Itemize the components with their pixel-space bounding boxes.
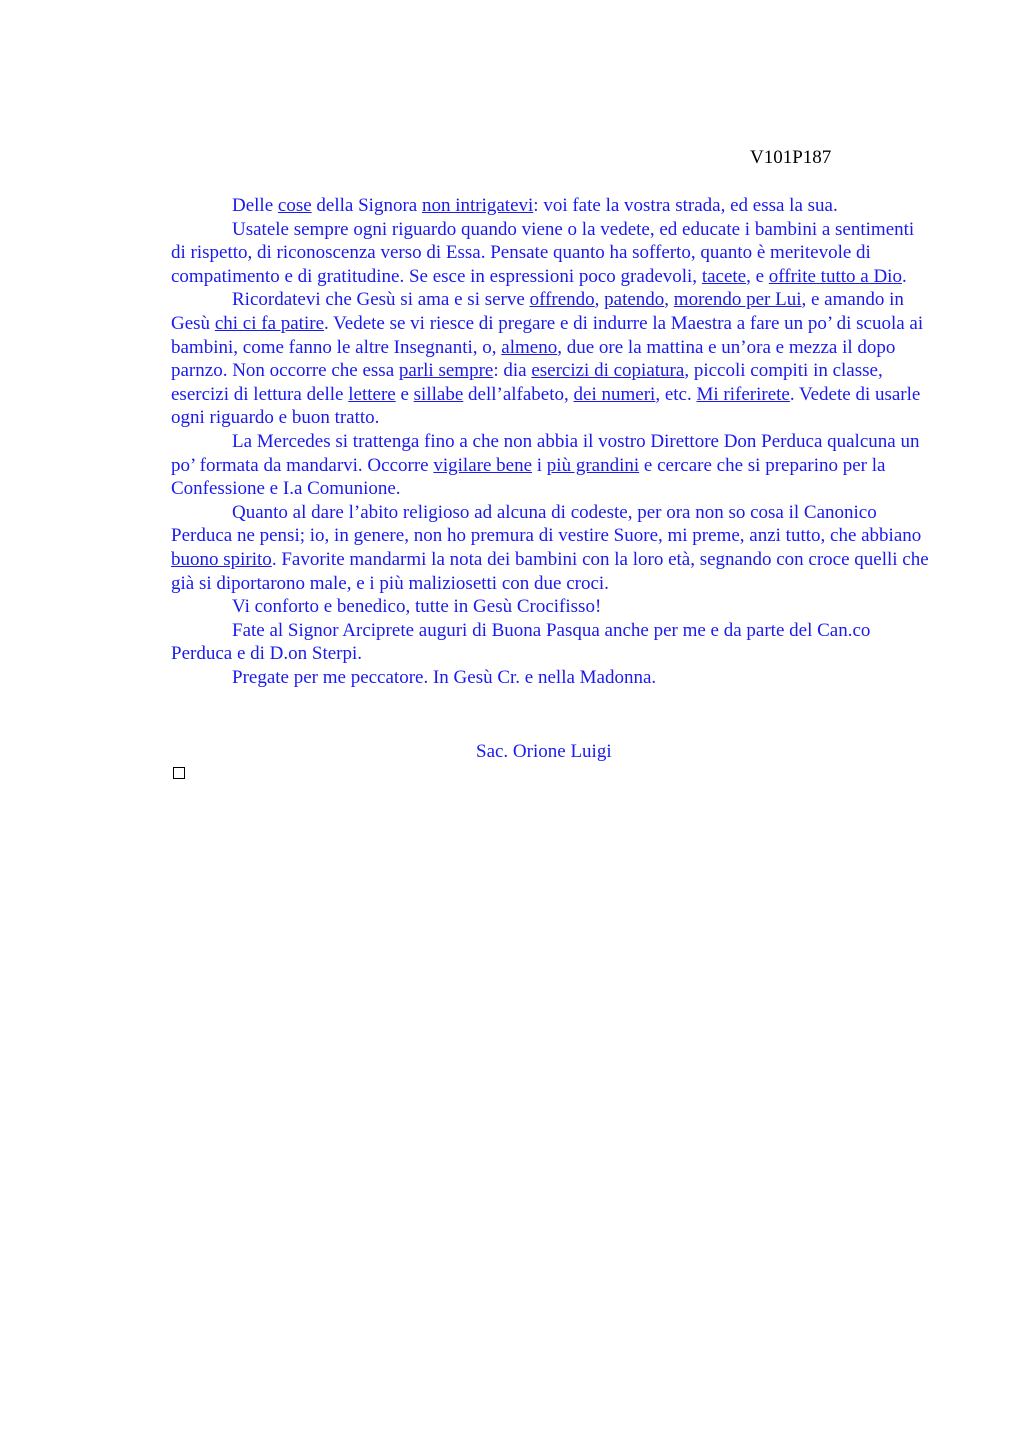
underlined-text: dei numeri — [573, 383, 656, 405]
letter-paragraph — [171, 501, 931, 595]
text-run: , piccoli compiti in classe, esercizi di lettura delle — [171, 360, 883, 405]
square-outline-icon — [173, 767, 185, 779]
text-run: Delle — [232, 195, 278, 216]
text-run: Usatele sempre ogni riguardo quando viene o la vedete, ed educate i bambini a sentimenti di rispetto, di riconoscenza verso di Essa. Pensate quanto ha sofferto, quanto è meritevole di compatimento e di gratitudine. Se esce in espressioni poco gradevoli, — [171, 218, 915, 287]
text-run: Quanto al dare l’abito religioso ad alcuna di codeste, per ora non so cosa il Canonico Perduca ne pensi; io, in genere, non ho premura di vestire Suore, mi preme, anzi tutto, che abbiano — [171, 501, 922, 547]
text-run: . Favorite mandarmi la nota dei bambini con la loro età, segnando con croce quelli che già si diportarono male, e i più maliziosetti con due croci. — [171, 548, 929, 594]
underlined-text: Mi riferirete — [696, 383, 790, 405]
letter-paragraph — [171, 595, 931, 619]
text-run: Vi conforto e benedico, tutte in Gesù Crocifisso! — [232, 596, 602, 618]
underlined-text: buono spirito — [171, 548, 272, 570]
signature: Sac. Orione Luigi — [476, 741, 612, 762]
underlined-text: tacete — [701, 265, 747, 287]
text-run: , due ore la mattina e un’ora e mezza il dopo parnzo. Non occorre che essa — [171, 336, 896, 382]
letter-paragraph — [171, 619, 931, 666]
text-run: , e amando in Gesù — [171, 289, 904, 334]
text-run: e cercare che si preparino per la Confessione e I.a Comunione. — [171, 454, 886, 500]
text-run: Fate al Signor Arciprete auguri di Buona Pasqua anche per me e da parte del Can.co Perduca e di D.on Sterpi. — [171, 619, 871, 665]
text-run: e — [395, 383, 414, 405]
underlined-text: esercizi di copiatura — [531, 360, 685, 382]
text-run: La Mercedes si trattenga fino a che non abbia il vostro Direttore Don Perduca qualcuna un po’ formata da mandarvi. Occorre — [171, 430, 920, 476]
underlined-text: sillabe — [413, 383, 464, 405]
text-run: . Vedete di usarle ogni riguardo e buon tratto. — [171, 383, 921, 429]
underlined-text: lettere — [348, 383, 396, 405]
text-run: Pregate per me peccatore. In Gesù Cr. e nella Madonna. — [232, 666, 657, 688]
letter-paragraph — [171, 666, 931, 690]
text-run: : dia — [493, 360, 532, 382]
underlined-text: patendo — [604, 289, 665, 311]
underlined-text: offrite tutto a Dio — [768, 265, 902, 287]
text-run: , etc. — [655, 383, 697, 405]
text-run: , e — [746, 265, 769, 287]
text-run: . — [901, 265, 907, 287]
text-run: , — [664, 289, 674, 311]
underlined-text: non intrigatevi — [421, 195, 534, 216]
underlined-text: almeno — [501, 336, 558, 358]
letter-body — [171, 194, 931, 689]
text-run: . Vedete se vi riesce di pregare e di indurre la Maestra a fare un po’ di scuola ai bambini, come fanno le altre Insegnanti, o, — [171, 312, 924, 358]
underlined-text: vigilare bene — [433, 454, 533, 476]
text-run: i — [532, 454, 547, 476]
text-run: dell’alfabeto, — [463, 383, 574, 405]
text-run: , — [594, 289, 605, 311]
underlined-text: morendo per Lui — [673, 289, 802, 311]
letter-paragraph — [171, 218, 931, 289]
text-run: della Signora — [311, 195, 422, 216]
text-run: Ricordatevi che Gesù si ama e si serve — [232, 289, 530, 311]
underlined-text: offrendo — [529, 289, 595, 311]
underlined-text: parli sempre — [398, 360, 494, 382]
letter-paragraph — [171, 194, 931, 218]
underlined-text: più grandini — [546, 454, 640, 476]
letter-paragraph — [171, 430, 931, 501]
underlined-text: chi ci fa patire — [214, 312, 324, 334]
text-run: : voi fate la vostra strada, ed essa la sua. — [533, 195, 838, 216]
letter-paragraph — [171, 288, 931, 430]
underlined-text: cose — [277, 195, 312, 216]
page-id: V101P187 — [750, 147, 832, 168]
